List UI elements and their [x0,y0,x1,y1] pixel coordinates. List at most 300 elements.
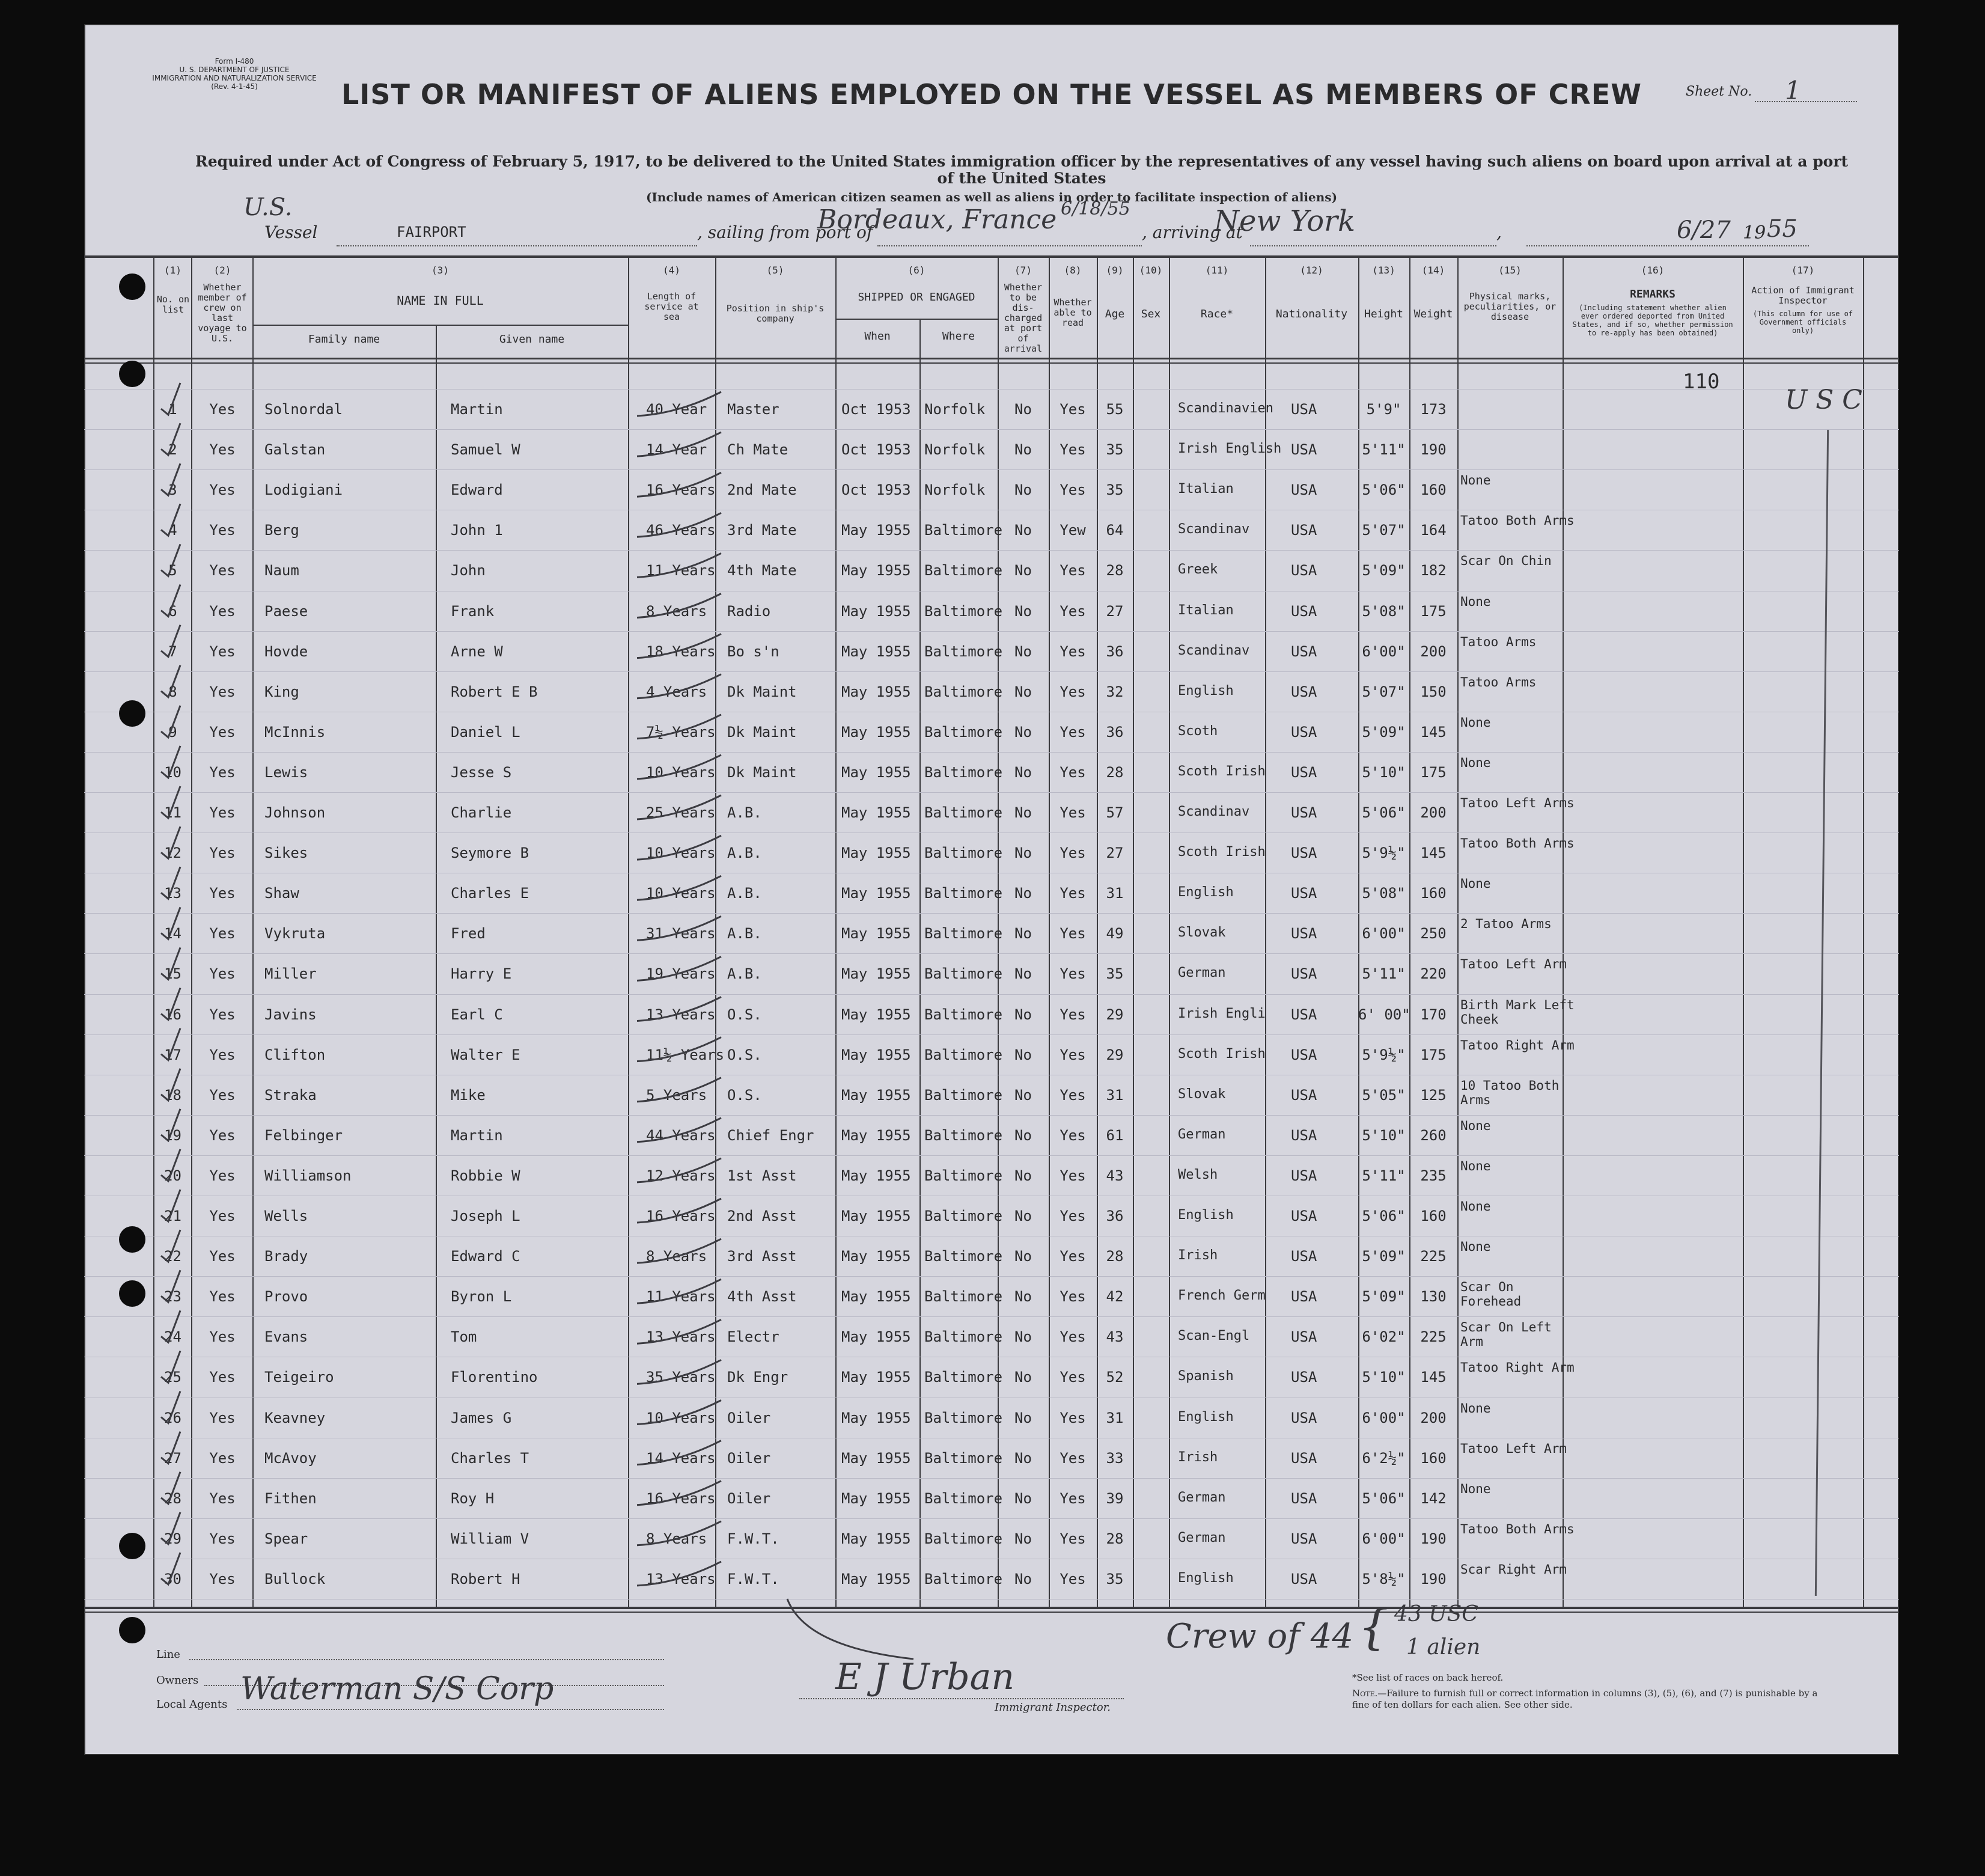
cell-last: Yes [209,1570,236,1587]
sailing-date: 6/18/55 [1061,198,1130,219]
cell-last: Yes [209,441,236,459]
cell-read: Yes [1060,1328,1086,1346]
cell-where: Baltimore [924,723,1003,741]
cell-race: Scoth Irish [1178,1046,1266,1062]
action-usc-mark: U S C [1785,385,1862,415]
cell-no: 13 [164,885,181,902]
service-check-stroke [637,513,721,537]
cell-service: 8 Years [646,602,707,620]
col-num-13: (13) [1372,264,1395,276]
sailing-port: Bordeaux, France [817,204,1057,235]
cell-family: Solnordal [264,401,343,418]
cell-read: Yes [1060,1126,1086,1144]
cell-race: Scandinav [1178,522,1250,537]
cell-last: Yes [209,1167,236,1184]
cell-nat: USA [1291,481,1317,499]
cell-disch: No [1014,1489,1032,1507]
cell-when: May 1955 [841,643,911,660]
cell-weight: 145 [1420,845,1447,862]
cell-position: Master [727,401,779,418]
cell-race: German [1178,965,1226,981]
cell-marks: Tatoo Right Arm [1460,1037,1575,1053]
header-no-on-list: No. on list [156,294,190,315]
cell-height: 5'09" [1362,562,1406,579]
cell-given: Jesse S [451,763,512,781]
cell-last: Yes [209,1369,236,1386]
cell-age: 35 [1106,481,1124,499]
number-check-stroke [161,826,180,858]
cell-age: 31 [1106,885,1124,902]
cell-age: 57 [1106,804,1124,821]
form-subtitle: Required under Act of Congress of February 5, 1917, to be delivered to the United States immigration officer by the representatives of any vessel having such aliens on board upon arrival at a port of the United States [195,153,1849,187]
cell-position: Bo s'n [727,643,779,660]
cell-no: 12 [164,845,181,862]
cell-race: Irish English [1178,441,1282,457]
cell-position: 2nd Mate [727,481,797,499]
number-check-stroke [161,1069,180,1101]
cell-given: Samuel W [451,441,520,459]
cell-where: Baltimore [924,1288,1003,1306]
cell-read: Yes [1060,1288,1086,1306]
cell-no: 17 [164,1046,181,1063]
number-check-stroke [161,706,180,738]
cell-last: Yes [209,804,236,821]
cell-nat: USA [1291,1288,1317,1306]
sheet-number-label: Sheet No. [1686,84,1752,99]
cell-when: May 1955 [841,1126,911,1144]
col-num-2: (2) [213,264,231,276]
cell-when: May 1955 [841,1570,911,1587]
cell-given: Seymore B [451,845,529,862]
cell-no: 21 [164,1208,181,1224]
cell-marks: Tatoo Left Arm [1460,1441,1567,1456]
cell-weight: 225 [1420,1328,1447,1346]
cell-read: Yes [1060,965,1086,983]
service-check-stroke [637,1118,721,1142]
cell-disch: No [1014,885,1032,902]
cell-where: Baltimore [924,1167,1003,1184]
cell-position: A.B. [727,885,762,902]
cell-given: Tom [451,1328,477,1346]
form-id-line: (Rev. 4-1-45) [211,82,258,91]
col-num-3: (3) [431,264,449,276]
service-check-stroke [637,1481,721,1505]
cell-disch: No [1014,1006,1032,1023]
manifest-sheet [84,24,1899,1755]
cell-disch: No [1014,1369,1032,1386]
header-name-in-full: NAME IN FULL [397,293,484,308]
cell-no: 19 [164,1126,181,1144]
cell-nat: USA [1291,1369,1317,1386]
cell-where: Baltimore [924,1086,1003,1104]
col-num-9: (9) [1106,264,1124,276]
cell-race: Greek [1178,562,1218,578]
cell-age: 36 [1106,643,1124,660]
cell-position: 1st Asst [727,1167,797,1184]
col-num-16: (16) [1641,264,1665,276]
col-num-17: (17) [1791,264,1815,276]
number-check-stroke [161,746,180,778]
cell-no: 4 [168,522,177,539]
cell-service: 7½ Years [646,723,716,741]
cell-height: 5'10" [1362,1369,1406,1386]
cell-read: Yes [1060,1409,1086,1426]
col-num-8: (8) [1064,264,1082,276]
cell-last: Yes [209,522,236,539]
binder-hole [119,1533,145,1559]
cell-given: Florentino [451,1369,538,1386]
arrival-date-md: 6/27 [1677,216,1731,244]
cell-family: Teigeiro [264,1369,334,1386]
cell-nat: USA [1291,804,1317,821]
cell-service: 11 Years [646,562,716,579]
header-race: Race* [1200,308,1234,320]
header-remarks-note: (Including statement whether alien ever ordered deported from United States, and if so, whether permission to re-apply has been obtained) [1572,304,1733,337]
cell-race: Slovak [1178,1086,1226,1102]
number-check-stroke [161,1512,180,1544]
crew-note: Crew of 44 [1166,1617,1353,1656]
cell-given: Frank [451,602,495,620]
cell-where: Baltimore [924,925,1003,943]
cell-service: 10 Years [646,885,716,902]
cell-disch: No [1014,1167,1032,1184]
cell-given: Robert H [451,1570,520,1587]
arriving-label: , arriving at [1142,222,1243,242]
cell-race: English [1178,683,1234,698]
cell-service: 5 Years [646,1086,707,1104]
cell-last: Yes [209,1248,236,1265]
vessel-name: FAIRPORT [397,224,466,240]
cell-height: 5'09" [1362,1248,1406,1265]
cell-disch: No [1014,441,1032,459]
cell-race: Irish [1178,1449,1218,1465]
cell-read: Yes [1060,643,1086,660]
cell-read: Yes [1060,1167,1086,1184]
cell-no: 14 [164,925,181,943]
cell-when: May 1955 [841,1086,911,1104]
cell-where: Baltimore [924,602,1003,620]
cell-service: 8 Years [646,1248,707,1265]
cell-service: 10 Years [646,845,716,862]
cell-position: A.B. [727,804,762,821]
cell-disch: No [1014,965,1032,983]
cell-position: Oiler [727,1409,771,1426]
cell-weight: 160 [1420,885,1447,902]
header-physical-marks: Physical marks, peculiarities, or disease [1463,291,1557,322]
number-check-stroke [161,1553,180,1584]
header-nationality: Nationality [1275,308,1348,320]
cell-marks: None [1460,715,1491,730]
cell-read: Yes [1060,1530,1086,1547]
cell-age: 43 [1106,1167,1124,1184]
cell-given: Martin [451,1126,503,1144]
cell-weight: 164 [1420,522,1447,539]
crew-breakdown-usc: 43 USC [1394,1602,1478,1627]
cell-read: Yew [1060,522,1086,539]
cell-race: English [1178,1208,1234,1223]
cell-position: Chief Engr [727,1126,814,1144]
cell-given: Fred [451,925,486,943]
cell-nat: USA [1291,1409,1317,1426]
cell-race: Scandinav [1178,643,1250,658]
cell-disch: No [1014,845,1032,862]
cell-race: English [1178,885,1234,900]
cell-weight: 145 [1420,723,1447,741]
cell-disch: No [1014,522,1032,539]
cell-age: 61 [1106,1126,1124,1144]
number-check-stroke [161,1351,180,1383]
cell-where: Baltimore [924,1369,1003,1386]
cell-nat: USA [1291,1489,1317,1507]
cell-where: Norfolk [924,401,986,418]
cell-nat: USA [1291,522,1317,539]
cell-marks: None [1460,1118,1491,1133]
cell-age: 33 [1106,1449,1124,1467]
cell-read: Yes [1060,1489,1086,1507]
cell-where: Norfolk [924,481,986,499]
service-check-stroke [637,1199,721,1223]
col-num-10: (10) [1139,264,1163,276]
cell-where: Baltimore [924,683,1003,700]
cell-service: 16 Years [646,481,716,499]
cell-disch: No [1014,804,1032,821]
header-able-read: Whether able to read [1053,297,1092,328]
cell-disch: No [1014,602,1032,620]
cell-disch: No [1014,925,1032,943]
cell-height: 5'05" [1362,1086,1406,1104]
cell-height: 5'07" [1362,522,1406,539]
cell-service: 16 Years [646,1208,716,1224]
cell-when: May 1955 [841,845,911,862]
cell-marks: None [1460,473,1491,488]
cell-position: Radio [727,602,771,620]
ink-check-marks [84,24,1899,1755]
cell-when: May 1955 [841,885,911,902]
vessel-label: Vessel [264,222,318,242]
cell-no: 26 [164,1409,181,1426]
cell-weight: 150 [1420,683,1447,700]
cell-marks: Tatoo Both Arms [1460,513,1575,528]
cell-weight: 160 [1420,481,1447,499]
cell-race: English [1178,1409,1234,1425]
number-check-stroke [161,1270,180,1302]
cell-last: Yes [209,885,236,902]
cell-given: Martin [451,401,503,418]
cell-race: English [1178,1570,1234,1586]
cell-position: Dk Maint [727,683,797,700]
cell-weight: 235 [1420,1167,1447,1184]
cell-position: A.B. [727,845,762,862]
cell-height: 5'08" [1362,885,1406,902]
cell-marks: Tatoo Right Arm [1460,1360,1575,1375]
number-check-stroke [161,867,180,899]
cell-position: Oiler [727,1489,771,1507]
cell-family: Keavney [264,1409,326,1426]
cell-read: Yes [1060,441,1086,459]
form-id-line: IMMIGRATION AND NATURALIZATION SERVICE [152,74,317,82]
cell-disch: No [1014,401,1032,418]
cell-family: Wells [264,1208,308,1224]
cell-disch: No [1014,562,1032,579]
cell-where: Baltimore [924,1046,1003,1063]
cell-height: 5'9" [1366,401,1401,418]
cell-given: Robert E B [451,683,538,700]
cell-position: A.B. [727,925,762,943]
cell-disch: No [1014,683,1032,700]
cell-no: 6 [168,602,177,620]
cell-family: Evans [264,1328,308,1346]
cell-when: May 1955 [841,1046,911,1063]
form-subtitle-note: (Include names of American citizen seamen as well as aliens in order to facilitate inspection of aliens) [645,190,1338,204]
cell-where: Baltimore [924,763,1003,781]
cell-height: 6' 00" [1358,1006,1410,1023]
cell-height: 5'10" [1362,763,1406,781]
cell-no: 8 [168,683,177,700]
col-num-6: (6) [907,264,925,276]
cell-height: 6'2½" [1362,1449,1406,1467]
cell-nat: USA [1291,401,1317,418]
cell-service: 18 Years [646,643,716,660]
header-discharged: Whether to be dis-charged at port of arrival [1004,282,1043,354]
number-check-stroke [161,1310,180,1342]
cell-weight: 175 [1420,602,1447,620]
cell-when: May 1955 [841,1328,911,1346]
cell-where: Baltimore [924,1489,1003,1507]
cell-age: 36 [1106,1208,1124,1224]
remarks-count-mark: 110 [1683,370,1720,394]
cell-last: Yes [209,1288,236,1306]
cell-read: Yes [1060,1086,1086,1104]
cell-height: 6'00" [1362,1409,1406,1426]
cell-nat: USA [1291,845,1317,862]
cell-family: King [264,683,299,700]
cell-height: 5'11" [1362,1167,1406,1184]
cell-weight: 125 [1420,1086,1447,1104]
cell-given: Robbie W [451,1167,520,1184]
service-check-stroke [637,1521,721,1545]
arriving-port: New York [1214,204,1356,238]
cell-when: May 1955 [841,1167,911,1184]
cell-last: Yes [209,1328,236,1346]
cell-age: 35 [1106,441,1124,459]
cell-position: Electr [727,1328,779,1346]
cell-no: 30 [164,1570,181,1587]
cell-family: Felbinger [264,1126,343,1144]
cell-age: 28 [1106,1530,1124,1547]
cell-height: 5'06" [1362,481,1406,499]
cell-last: Yes [209,1449,236,1467]
footer-line-label: Line [156,1648,180,1661]
cell-weight: 225 [1420,1248,1447,1265]
cell-position: 4th Asst [727,1288,797,1306]
cell-race: Italian [1178,481,1234,497]
cell-service: 12 Years [646,1167,716,1184]
number-check-stroke [161,1149,180,1181]
cell-when: May 1955 [841,602,911,620]
cell-read: Yes [1060,1208,1086,1224]
cell-marks: None [1460,594,1491,609]
service-check-stroke [637,1562,721,1586]
cell-service: 19 Years [646,965,716,983]
cell-read: Yes [1060,1248,1086,1265]
cell-marks: Tatoo Left Arm [1460,957,1567,972]
cell-age: 28 [1106,562,1124,579]
cell-disch: No [1014,763,1032,781]
cell-nat: USA [1291,683,1317,700]
cell-nat: USA [1291,885,1317,902]
cell-weight: 182 [1420,562,1447,579]
number-check-stroke [161,1432,180,1464]
cell-family: Provo [264,1288,308,1306]
cell-service: 35 Years [646,1369,716,1386]
cell-where: Baltimore [924,804,1003,821]
cell-family: Miller [264,965,317,983]
cell-when: Oct 1953 [841,481,911,499]
cell-age: 32 [1106,683,1124,700]
cell-disch: No [1014,1248,1032,1265]
cell-position: Dk Maint [727,723,797,741]
cell-given: Byron L [451,1288,512,1306]
header-family-name: Family name [308,333,380,346]
cell-weight: 145 [1420,1369,1447,1386]
cell-position: 4th Mate [727,562,797,579]
cell-family: Clifton [264,1046,326,1063]
col-num-15: (15) [1498,264,1522,276]
cell-when: Oct 1953 [841,441,911,459]
number-check-stroke [161,1190,180,1221]
cell-where: Baltimore [924,562,1003,579]
cell-when: May 1955 [841,1489,911,1507]
arrival-year: 55 [1767,215,1797,243]
cell-nat: USA [1291,1530,1317,1547]
cell-where: Baltimore [924,1006,1003,1023]
header-given-name: Given name [499,333,565,346]
inspector-label: Immigrant Inspector. [995,1701,1111,1714]
header-action-inspector: Action of Immigrant Inspector [1751,285,1855,306]
service-check-stroke [637,876,721,900]
cell-when: May 1955 [841,562,911,579]
cell-nat: USA [1291,1167,1317,1184]
cell-last: Yes [209,763,236,781]
cell-weight: 200 [1420,643,1447,660]
form-id-line: Form I-480 [215,57,254,66]
cell-last: Yes [209,643,236,660]
service-check-stroke [637,1401,721,1425]
cell-age: 28 [1106,1248,1124,1265]
cell-age: 35 [1106,965,1124,983]
sheet-number-value: 1 [1785,76,1801,105]
cell-position: Dk Maint [727,763,797,781]
cell-position: Ch Mate [727,441,788,459]
cell-height: 6'02" [1362,1328,1406,1346]
cell-read: Yes [1060,763,1086,781]
cell-race: Scan-Engl [1178,1328,1250,1344]
cell-height: 5'07" [1362,683,1406,700]
number-check-stroke [161,1472,180,1504]
cell-race: Scandinav [1178,804,1250,819]
cell-family: Shaw [264,885,299,902]
cell-no: 27 [164,1449,181,1467]
cell-height: 5'08" [1362,602,1406,620]
service-check-stroke [637,392,721,416]
number-check-stroke [161,947,180,979]
cell-when: May 1955 [841,763,911,781]
cell-disch: No [1014,1126,1032,1144]
binder-hole [119,361,145,387]
cell-marks: Tatoo Left Arms [1460,796,1575,810]
cell-where: Baltimore [924,1208,1003,1224]
cell-position: 3rd Mate [727,522,797,539]
